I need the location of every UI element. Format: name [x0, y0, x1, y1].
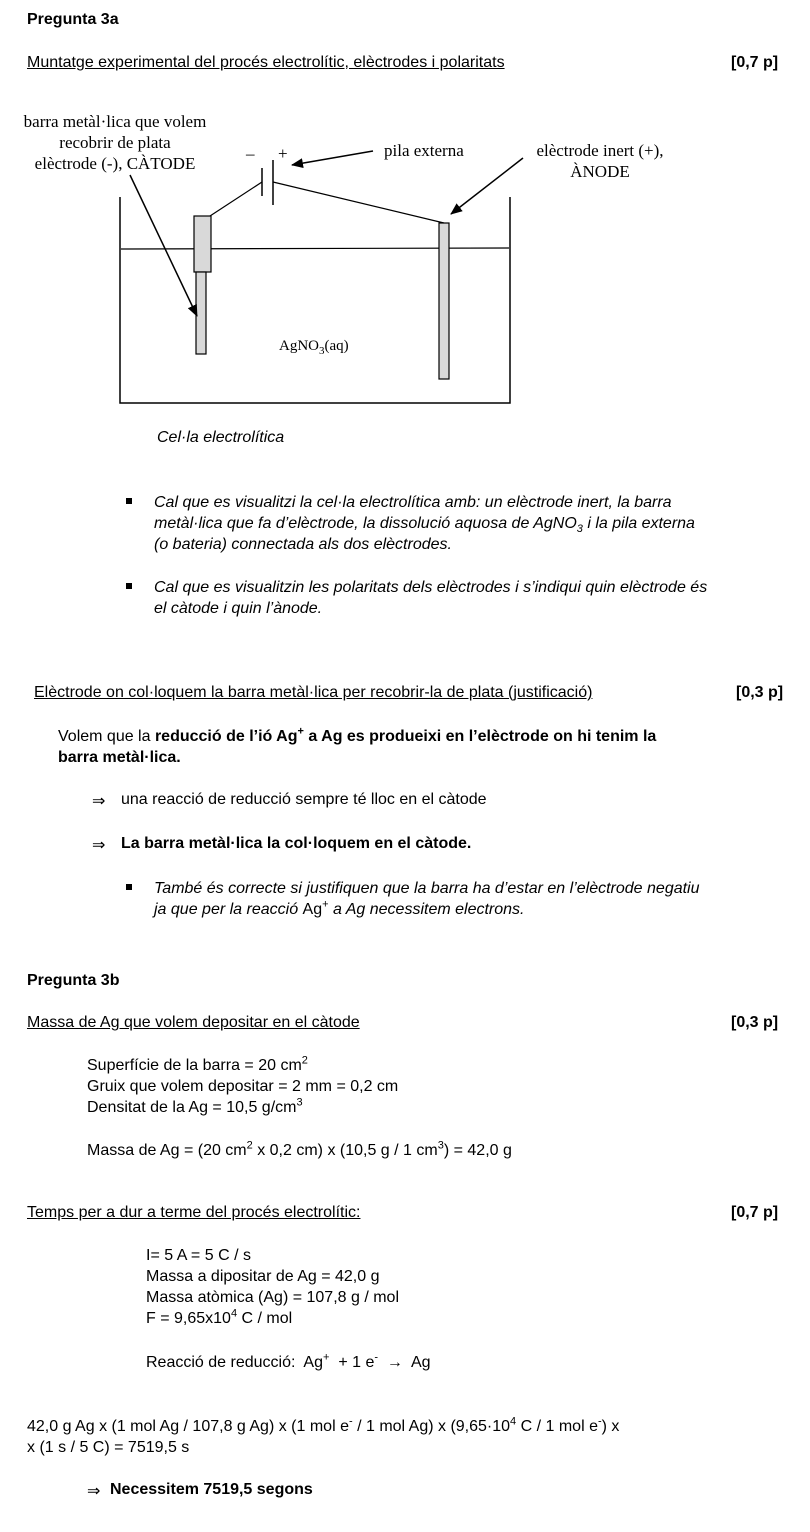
arrow-to-battery [292, 151, 373, 165]
label-metal-bar [15, 111, 215, 174]
time-calculation-line2: x (1 s / 5 C) = 7519,5 s [27, 1439, 190, 1456]
given-density-sup: 3 [296, 1096, 303, 1109]
justification-text-b: reducció de l’ió Ag [154, 728, 298, 745]
reaction-b: + 1 e [329, 1354, 375, 1371]
bullet-marker [126, 583, 132, 589]
bullet-alt-line1: També és correcte si justifiquen que la barra ha d’estar en l’elèctrode negatiu [154, 880, 700, 897]
section-heading-setup: Muntatge experimental del procés electrolític, elèctrodes i polaritats [27, 54, 505, 71]
cathode-holder [194, 216, 211, 272]
bullet-alt-line2 [154, 899, 794, 920]
bullet-alt-line2-text: ja que per la reacció [154, 901, 303, 918]
question-3b-title: Pregunta 3b [27, 972, 120, 989]
diagram-caption: Cel·la electrolítica [157, 429, 285, 446]
points-electrode: [0,3 p] [736, 684, 784, 701]
wire-cathode [210, 182, 262, 216]
time-calc-sup2: 4 [510, 1415, 517, 1428]
bullet-polarities-line1: Cal que es visualitzin les polaritats dels elèctrodes i s’indiqui quin elèctrode és [154, 579, 708, 596]
liquid-level-line [121, 248, 509, 249]
label-anode [520, 140, 680, 182]
section-heading-mass: Massa de Ag que volem depositar en el càtode [27, 1014, 360, 1031]
justification-line2: barra metàl·lica. [58, 749, 181, 766]
bullet-cell-line2-text: metàl·lica que fa d’elèctrode, la dissolució aquosa de AgNO [154, 515, 577, 532]
given-current: I= 5 A = 5 C / s [146, 1247, 251, 1264]
time-calc-c: C / 1 mol e [516, 1418, 598, 1435]
given-surface-sup: 2 [301, 1054, 308, 1067]
bullet-alt-sup: + [322, 898, 329, 911]
points-time: [0,7 p] [731, 1204, 779, 1221]
label-battery: pila externa [384, 141, 464, 160]
points-setup: [0,7 p] [731, 54, 779, 71]
mass-calculation [87, 1140, 512, 1161]
arrow-to-anode [451, 158, 523, 214]
plus-sign: + [278, 144, 288, 163]
mass-calc-sup1: 2 [246, 1139, 253, 1152]
justification-line1 [58, 726, 778, 747]
reaction-product: Ag [410, 1354, 431, 1371]
bullet-cell-line3: (o bateria) connectada als dos elèctrodes. [154, 536, 452, 553]
arrow-to-cathode [130, 175, 197, 316]
mass-calc-sup2: 3 [437, 1139, 444, 1152]
label-metal-bar-line1: barra metàl·lica que volem [23, 112, 207, 131]
bullet-polarities [154, 577, 788, 619]
bullet-cell-line2-tail: i la pila externa [582, 515, 695, 532]
inert-anode [439, 223, 449, 379]
time-calc-sup3: - [597, 1415, 602, 1428]
justification-sup: + [297, 725, 304, 738]
implication-bar-cathode: La barra metàl·lica la col·loquem en el càtode. [121, 835, 472, 852]
points-mass: [0,3 p] [731, 1014, 779, 1031]
bullet-cell-line1: Cal que es visualitzi la cel·la electrolítica amb: un elèctrode inert, la barra [154, 494, 672, 511]
wire-anode [273, 182, 444, 223]
bullet-marker [126, 498, 132, 504]
mass-calc-b: x 0,2 cm) x (10,5 g / 1 cm [252, 1142, 438, 1159]
given-atomic-mass: Massa atòmica (Ag) = 107,8 g / mol [146, 1289, 399, 1306]
solution-subscript: 3 [319, 345, 325, 357]
beaker-outline [120, 197, 510, 403]
faraday-text: F = 9,65x10 [146, 1310, 231, 1327]
reduction-reaction [146, 1352, 431, 1373]
label-metal-bar-line2: recobrir de plata [59, 133, 171, 152]
bullet-alt-ag: Ag [302, 901, 323, 918]
solution-formula: AgNO [279, 338, 319, 354]
bullet-alternative-justification [154, 878, 794, 920]
implication-reduction-cathode: una reacció de reducció sempre té lloc en el càtode [121, 791, 487, 808]
given-mass-deposit: Massa a dipositar de Ag = 42,0 g [146, 1268, 380, 1285]
label-metal-bar-line3: elèctrode (-), CÀTODE [34, 154, 196, 173]
given-faraday [146, 1308, 292, 1329]
time-calc-sup1: - [348, 1415, 353, 1428]
label-anode-line2: ÀNODE [570, 162, 630, 181]
implies-arrow: ⇒ [87, 1483, 101, 1500]
implies-arrow: ⇒ [92, 793, 106, 810]
time-calc-a: 42,0 g Ag x (1 mol Ag / 107,8 g Ag) x (1 mol e [27, 1418, 349, 1435]
section-heading-time: Temps per a dur a terme del procés electrolític: [27, 1204, 361, 1221]
bullet-cell-line2 [154, 513, 788, 534]
label-anode-line1: elèctrode inert (+), [536, 141, 664, 160]
mass-calc-c: ) = 42,0 g [443, 1142, 512, 1159]
minus-sign: – [246, 144, 255, 163]
bullet-cell-requirements [154, 492, 788, 555]
bullet-cell-line2-sub: 3 [576, 523, 583, 536]
given-surface-text: Superfície de la barra = 20 cm [87, 1057, 302, 1074]
label-solution [279, 338, 349, 355]
time-calc-d: ) x [601, 1418, 620, 1435]
justification-text-a: Volem que la [58, 728, 155, 745]
time-calculation-line1 [27, 1416, 619, 1437]
justification-paragraph [58, 726, 778, 768]
section-heading-electrode: Elèctrode on col·loquem la barra metàl·lica per recobrir-la de plata (justificació) [34, 684, 593, 701]
faraday-sup: 4 [230, 1307, 238, 1320]
justification-text-c: a Ag es produeixi en l’elèctrode on hi tenim la [303, 728, 657, 745]
time-calc-b: / 1 mol Ag) x (9,65·10 [352, 1418, 511, 1435]
question-3a-title: Pregunta 3a [27, 11, 119, 28]
solution-state: (aq) [324, 338, 349, 354]
reaction-arrow: → [378, 1354, 411, 1371]
bullet-marker [126, 884, 132, 890]
reaction-sup1: + [323, 1351, 330, 1364]
given-surface [87, 1055, 308, 1076]
given-thickness: Gruix que volem depositar = 2 mm = 0,2 cm [87, 1078, 399, 1095]
bullet-alt-line2-tail: a Ag necessitem electrons. [328, 901, 525, 918]
reaction-a: Reacció de reducció: Ag [146, 1354, 323, 1371]
bullet-polarities-line2: el càtode i quin l’ànode. [154, 600, 323, 617]
given-density-text: Densitat de la Ag = 10,5 g/cm [87, 1099, 297, 1116]
metal-bar-cathode [196, 272, 206, 354]
reaction-sup2: - [374, 1351, 379, 1364]
given-density [87, 1097, 303, 1118]
faraday-unit: C / mol [237, 1310, 293, 1327]
mass-calc-a: Massa de Ag = (20 cm [87, 1142, 247, 1159]
implies-arrow: ⇒ [92, 837, 106, 854]
final-result: Necessitem 7519,5 segons [110, 1481, 313, 1498]
